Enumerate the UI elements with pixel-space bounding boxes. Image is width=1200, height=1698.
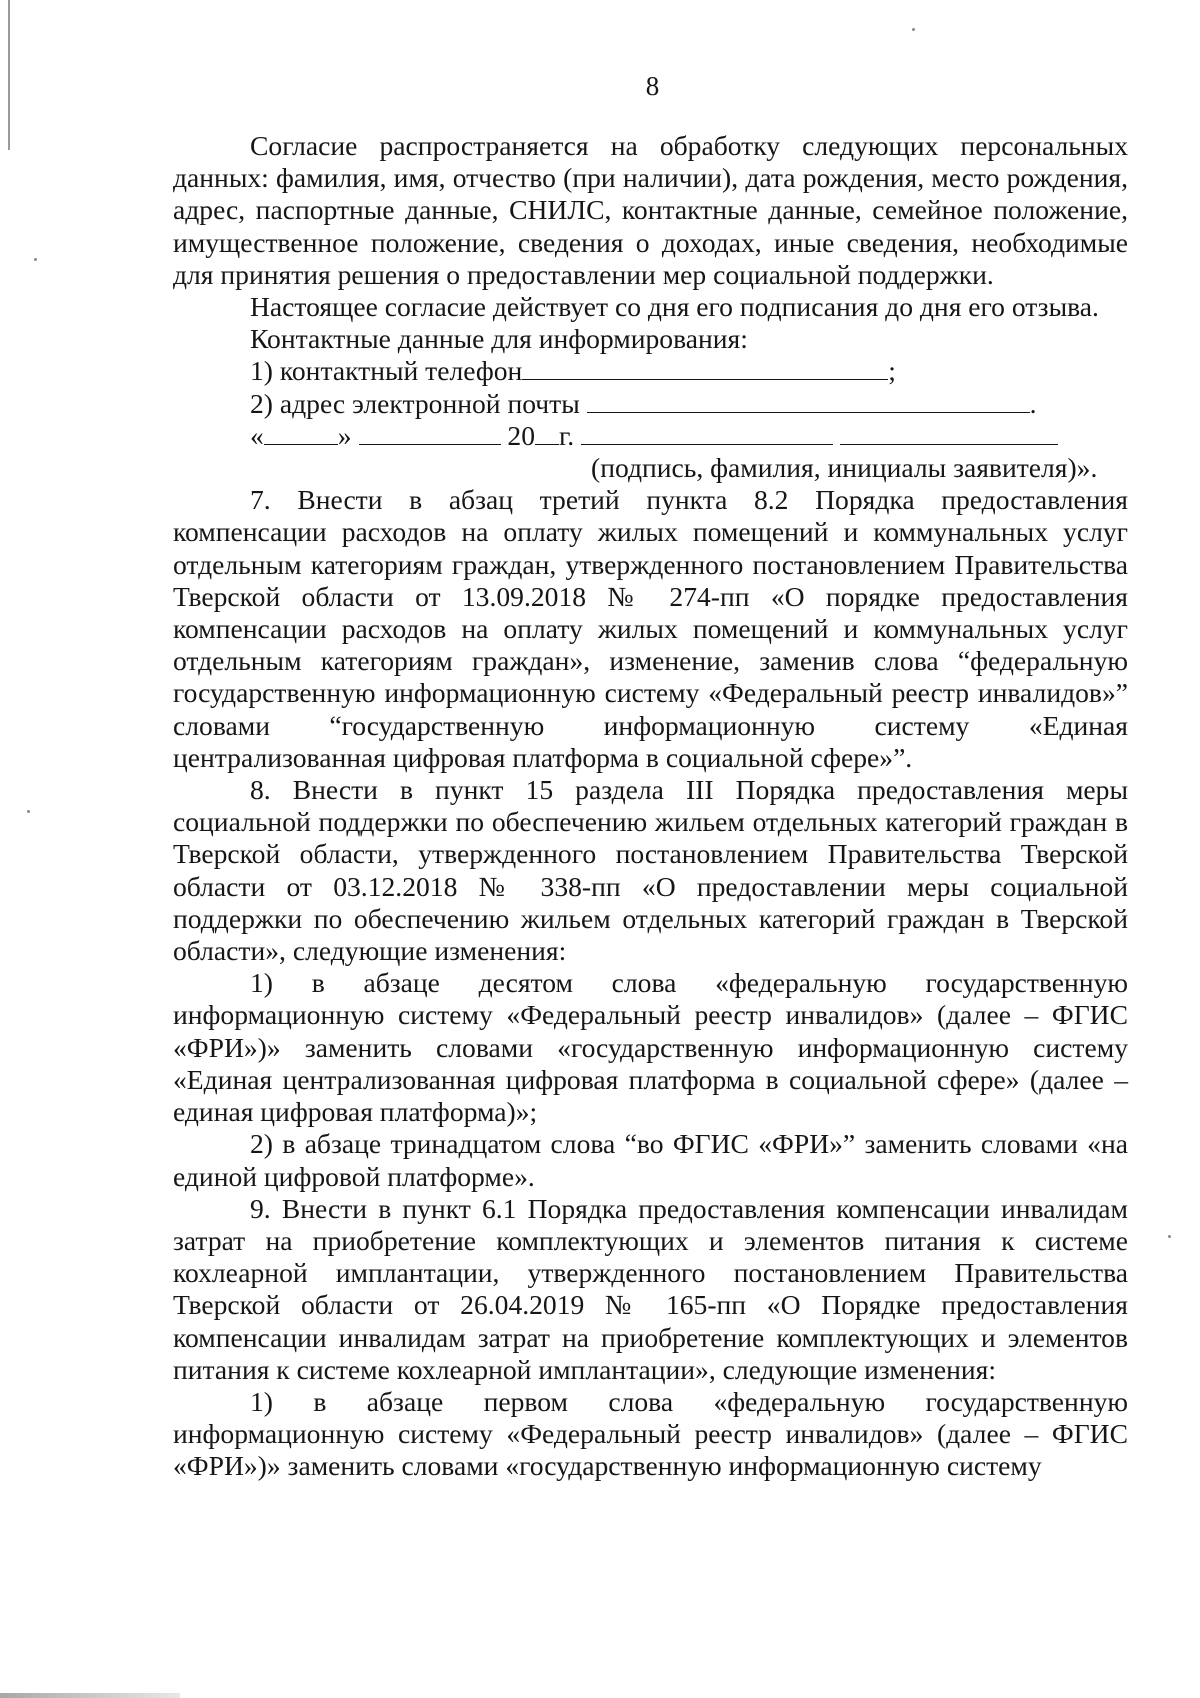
date-close-quote: »	[337, 419, 352, 451]
year-blank	[535, 420, 559, 445]
page-number: 8	[645, 71, 660, 101]
paragraph-item-7: 7. Внести в абзац третий пункта 8.2 Порядка предоставления компенсации расходов на оплату жилых помещений и коммунальных услуг отдельным категориям граждан, утвержденного постановлением Правительства Тверской области от 13.09.2018 № 274-пп «О порядке предоставления компенсации расходов на оплату жилых помещений и коммунальных услуг отдельным категориям граждан», изменение, заменив слова “федеральную государственную информационную систему «Федеральный реестр инвалидов»” словами “государственную информационную систему «Единая централизованная цифровая платформа в социальной сфере»”.	[173, 484, 1128, 773]
phone-label: 1) контактный телефон	[250, 355, 523, 387]
name-blank	[840, 420, 1058, 445]
email-line-end: .	[1029, 387, 1037, 419]
year-prefix: 20	[507, 419, 535, 451]
email-label: 2) адрес электронной почты	[250, 387, 580, 419]
date-signature-line	[173, 420, 1128, 452]
paragraph-item-8: 8. Внести в пункт 15 раздела III Порядка предоставления меры социальной поддержки по обеспечению жильем отдельных категорий граждан в Тверской области, утвержденного постановлением Правительства Тверской области от 03.12.2018 № 338-пп «О предоставлении меры социальной поддержки по обеспечению жильем отдельных категорий граждан в Тверской области», следующие изменения:	[173, 774, 1128, 967]
month-blank	[359, 420, 501, 445]
paragraph-item-8-sub-1: 1) в абзаце десятом слова «федеральную государственную информационную систему «Федеральный реестр инвалидов» (далее – ФГИС «ФРИ»)» заменить словами «государственную информационную систему «Единая централизованная цифровая платформа в социальной сфере» (далее – единая цифровая платформа)»;	[173, 967, 1128, 1128]
signature-caption: (подпись, фамилия, инициалы заявителя)».	[591, 452, 1098, 484]
paragraph-item-9-sub-1: 1) в абзаце первом слова «федеральную государственную информационную систему «Федеральный реестр инвалидов» (далее – ФГИС «ФРИ»)» заменить словами «государственную информационную систему	[173, 1385, 1128, 1482]
document-body	[173, 130, 1128, 1483]
year-suffix: г.	[559, 419, 575, 451]
day-blank	[264, 420, 338, 445]
scan-speck	[27, 810, 30, 813]
contacts-heading: Контактные данные для информирования:	[250, 323, 748, 355]
email-line	[173, 388, 1128, 420]
paragraph-item-9: 9. Внести в пункт 6.1 Порядка предоставления компенсации инвалидам затрат на приобретение комплектующих и элементов питания к системе кохлеарной имплантации, утвержденного постановлением Правительства Тверской области от 26.04.2019 № 165-пп «О Порядке предоставления компенсации инвалидам затрат на приобретение комплектующих и элементов питания к системе кохлеарной имплантации», следующие изменения:	[173, 1192, 1128, 1385]
paragraph-consent-scope: Согласие распространяется на обработку следующих персональных данных: фамилия, имя, отчество (при наличии), дата рождения, место рождения, адрес, паспортные данные, СНИЛС, контактные данные, семейное положение, имущественное положение, сведения о доходах, иные сведения, необходимые для принятия решения о предоставлении мер социальной поддержки.	[173, 130, 1128, 290]
scan-bottom-shadow	[0, 1693, 180, 1698]
date-open-quote: «	[250, 419, 264, 451]
phone-line	[173, 355, 1128, 387]
phone-line-end: ;	[888, 355, 896, 387]
scan-speck	[1168, 1235, 1171, 1238]
paragraph-item-8-sub-2: 2) в абзаце тринадцатом слова “во ФГИС «ФРИ»” заменить словами «на единой цифровой платформе».	[173, 1128, 1128, 1192]
scan-speck	[912, 28, 915, 31]
signature-blank	[581, 420, 833, 445]
phone-blank	[522, 355, 888, 380]
email-blank	[587, 388, 1030, 413]
scan-speck	[34, 258, 37, 261]
paragraph-consent-validity: Настоящее согласие действует со дня его подписания до дня его отзыва.	[250, 291, 1099, 323]
